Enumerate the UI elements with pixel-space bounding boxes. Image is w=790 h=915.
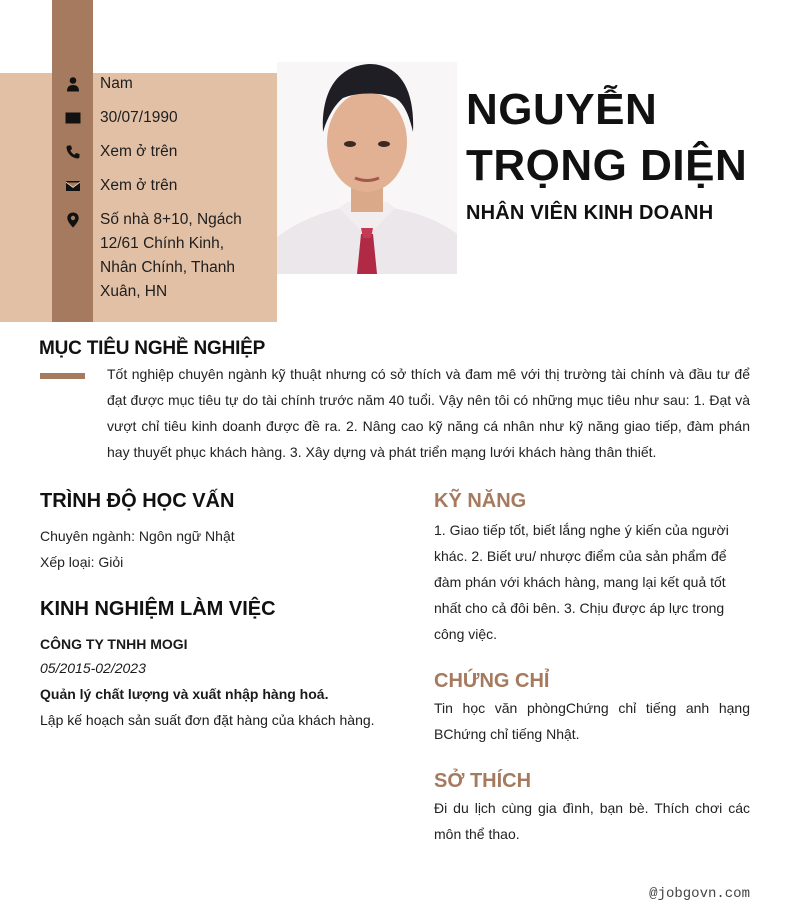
email-text: Xem ở trên: [100, 177, 178, 194]
objective-heading: MỤC TIÊU NGHỀ NGHIỆP: [39, 338, 266, 359]
experience-period: 05/2015-02/2023: [40, 660, 146, 676]
phone-text: Xem ở trên: [100, 143, 178, 160]
contact-item-phone: [60, 140, 260, 164]
contact-item-birthdate: [60, 106, 260, 130]
name-line-1: NGUYỄN: [466, 85, 658, 134]
certificates-text: Tin học văn phòngChứng chỉ tiếng anh hạng BChứng chỉ tiếng Nhật.: [434, 700, 750, 742]
contact-info-list: [60, 72, 260, 314]
experience-company: CÔNG TY TNHH MOGI: [40, 636, 188, 652]
contact-item-address: [60, 208, 260, 304]
job-title: NHÂN VIÊN KINH DOANH: [466, 202, 714, 224]
contact-item-gender: [60, 72, 260, 96]
gender-text: Nam: [100, 75, 133, 92]
experience-description: Lập kế hoạch sản suất đơn đặt hàng của khách hàng.: [40, 712, 375, 728]
skills-text: 1. Giao tiếp tốt, biết lắng nghe ý kiến của người khác. 2. Biết ưu/ nhược điểm của sản phẩm để đàm phán với khách hàng, mang lại kết quả tốt nhất cho cả đôi bên. 3. Chịu được áp lực trong công việc.: [434, 522, 729, 642]
birthdate-text: 30/07/1990: [100, 109, 178, 126]
right-column: [434, 487, 750, 847]
education-grade: Xếp loại: Giỏi: [40, 554, 124, 570]
experience-role: Quản lý chất lượng và xuất nhập hàng hoá.: [40, 686, 329, 702]
objective-text: Tốt nghiệp chuyên ngành kỹ thuật nhưng có sở thích và đam mê với thị trường tài chính và đầu tư để đạt được mục tiêu tự do tài chính trước năm 40 tuổi. Vậy nên tôi có những mục tiêu như sau: 1. Đạt và vượt chỉ tiêu kinh doanh được đề ra. 2. Nâng cao kỹ năng cá nhân như kỹ năng giao tiếp, đàm phán hay thuyết phục khách hàng. 3. Xây dựng và phát triển mạng lưới khách hàng thân thiết.: [107, 366, 750, 460]
hobbies-text: Đi du lịch cùng gia đình, bạn bè. Thích chơi các môn thể thao.: [434, 800, 750, 842]
profile-photo: [277, 62, 457, 274]
objective-accent-rule: [40, 373, 85, 379]
watermark: @jobgovn.com: [649, 886, 750, 902]
contact-item-email: [60, 174, 260, 198]
calendar-icon: [60, 106, 86, 130]
experience-heading: KINH NGHIỆM LÀM VIỆC: [40, 598, 276, 620]
left-column: [40, 487, 410, 731]
location-pin-icon: [60, 208, 86, 232]
name-line-2: TRỌNG DIỆN: [466, 141, 748, 190]
education-major: Chuyên ngành: Ngôn ngữ Nhật: [40, 528, 235, 544]
certificates-heading: CHỨNG CHỈ: [434, 670, 550, 692]
email-icon: [60, 174, 86, 198]
user-icon: [60, 72, 86, 96]
education-heading: TRÌNH ĐỘ HỌC VẤN: [40, 490, 235, 512]
hobbies-heading: SỞ THÍCH: [434, 770, 532, 792]
skills-heading: KỸ NĂNG: [434, 490, 527, 512]
address-text: Số nhà 8+10, Ngách 12/61 Chính Kinh, Nhân Chính, Thanh Xuân, HN: [100, 211, 242, 300]
phone-icon: [60, 140, 86, 164]
name-header: [466, 82, 766, 225]
education-section: [40, 523, 410, 575]
